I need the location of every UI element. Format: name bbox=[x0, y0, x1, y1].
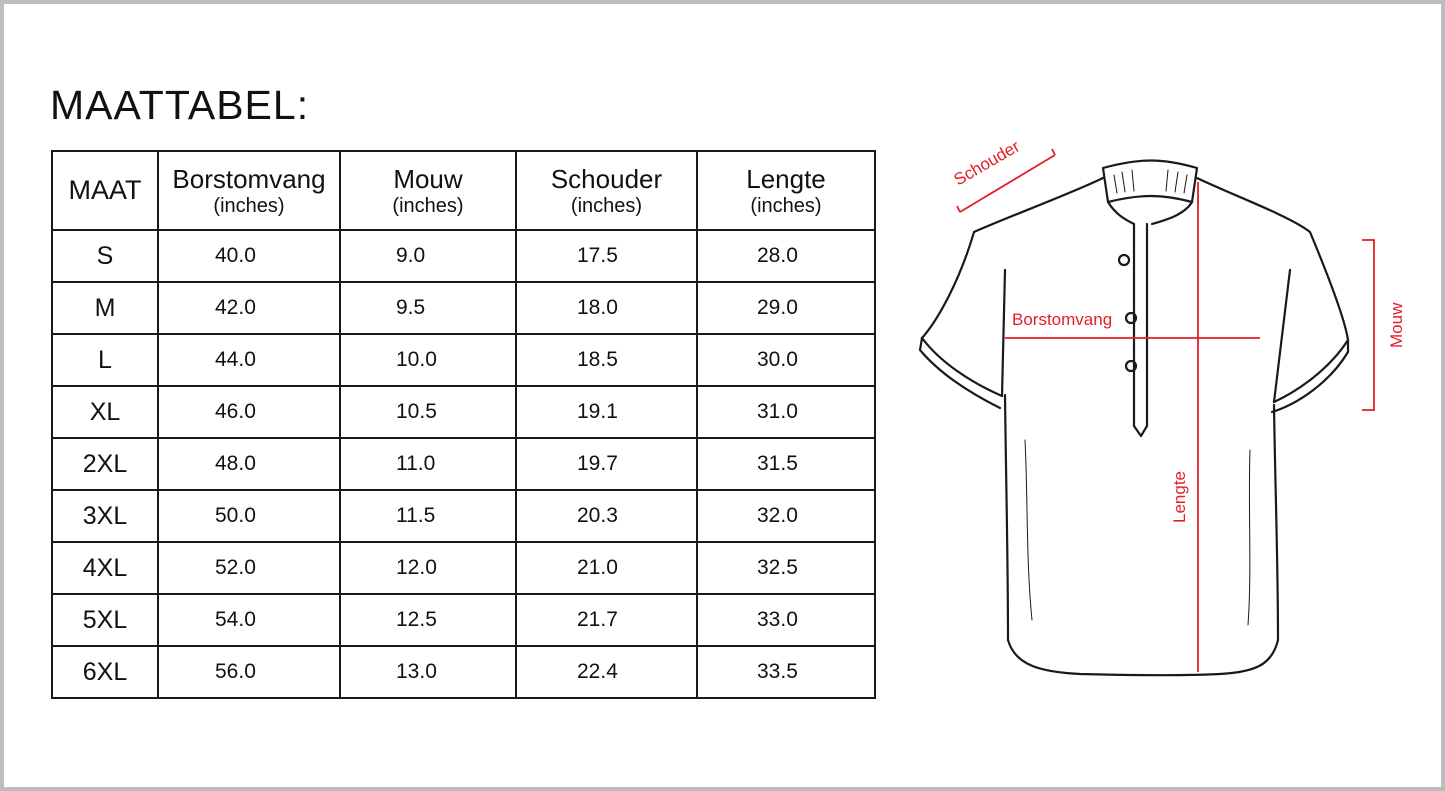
cell-borstomvang: 52.0 bbox=[158, 542, 340, 594]
cell-borstomvang: 42.0 bbox=[158, 282, 340, 334]
cell-mouw: 10.5 bbox=[340, 386, 516, 438]
table-row bbox=[52, 594, 875, 646]
table-row bbox=[52, 230, 875, 282]
cell-mouw: 9.0 bbox=[340, 230, 516, 282]
cell-mouw: 9.5 bbox=[340, 282, 516, 334]
cell-mouw: 12.0 bbox=[340, 542, 516, 594]
cell-maat: 5XL bbox=[52, 594, 158, 646]
cell-lengte: 32.0 bbox=[697, 490, 875, 542]
header-mouw-label: Mouw bbox=[393, 163, 463, 194]
table-row bbox=[52, 490, 875, 542]
header-lengte-label: Lengte bbox=[746, 163, 826, 194]
cell-schouder: 21.0 bbox=[516, 542, 697, 594]
cell-borstomvang: 50.0 bbox=[158, 490, 340, 542]
header-mouw-unit: (inches) bbox=[392, 194, 464, 217]
header-maat-label: MAAT bbox=[68, 175, 142, 205]
cell-lengte: 33.5 bbox=[697, 646, 875, 698]
cell-maat: S bbox=[52, 230, 158, 282]
cell-mouw: 11.0 bbox=[340, 438, 516, 490]
table-header-row bbox=[52, 151, 875, 230]
header-mouw bbox=[340, 151, 516, 230]
cell-lengte: 31.0 bbox=[697, 386, 875, 438]
cell-schouder: 18.0 bbox=[516, 282, 697, 334]
cell-maat: 3XL bbox=[52, 490, 158, 542]
cell-borstomvang: 48.0 bbox=[158, 438, 340, 490]
cell-schouder: 18.5 bbox=[516, 334, 697, 386]
cell-borstomvang: 46.0 bbox=[158, 386, 340, 438]
cell-mouw: 13.0 bbox=[340, 646, 516, 698]
cell-mouw: 12.5 bbox=[340, 594, 516, 646]
shirt-outline bbox=[920, 161, 1348, 676]
table-row bbox=[52, 282, 875, 334]
cell-schouder: 22.4 bbox=[516, 646, 697, 698]
cell-maat: L bbox=[52, 334, 158, 386]
borstomvang-label: Borstomvang bbox=[1012, 310, 1113, 329]
shirt-measurement-diagram bbox=[900, 120, 1406, 700]
page-title: MAATTABEL: bbox=[50, 82, 310, 128]
cell-borstomvang: 56.0 bbox=[158, 646, 340, 698]
cell-maat: 4XL bbox=[52, 542, 158, 594]
header-schouder bbox=[516, 151, 697, 230]
cell-schouder: 19.1 bbox=[516, 386, 697, 438]
header-lengte bbox=[697, 151, 875, 230]
cell-schouder: 19.7 bbox=[516, 438, 697, 490]
cell-borstomvang: 40.0 bbox=[158, 230, 340, 282]
cell-lengte: 30.0 bbox=[697, 334, 875, 386]
size-table bbox=[51, 150, 876, 699]
cell-maat: 2XL bbox=[52, 438, 158, 490]
cell-maat: XL bbox=[52, 386, 158, 438]
header-borstomvang-label: Borstomvang bbox=[172, 163, 326, 194]
table-row bbox=[52, 438, 875, 490]
mouw-label: Mouw bbox=[1387, 302, 1406, 348]
table-row bbox=[52, 542, 875, 594]
cell-lengte: 32.5 bbox=[697, 542, 875, 594]
cell-borstomvang: 54.0 bbox=[158, 594, 340, 646]
schouder-label: Schouder bbox=[950, 136, 1024, 190]
cell-schouder: 17.5 bbox=[516, 230, 697, 282]
mouw-measure-line bbox=[1362, 240, 1374, 410]
cell-borstomvang: 44.0 bbox=[158, 334, 340, 386]
cell-mouw: 10.0 bbox=[340, 334, 516, 386]
cell-lengte: 31.5 bbox=[697, 438, 875, 490]
cell-maat: M bbox=[52, 282, 158, 334]
header-maat bbox=[52, 151, 158, 230]
header-borstomvang-unit: (inches) bbox=[213, 194, 285, 217]
cell-schouder: 20.3 bbox=[516, 490, 697, 542]
header-borstomvang bbox=[158, 151, 340, 230]
shirt-illustration bbox=[900, 120, 1406, 700]
table-row bbox=[52, 646, 875, 698]
lengte-label: Lengte bbox=[1170, 471, 1189, 523]
header-schouder-unit: (inches) bbox=[570, 194, 643, 217]
cell-maat: 6XL bbox=[52, 646, 158, 698]
cell-lengte: 28.0 bbox=[697, 230, 875, 282]
header-schouder-label: Schouder bbox=[550, 163, 663, 194]
measurement-lines bbox=[957, 149, 1374, 672]
header-lengte-unit: (inches) bbox=[750, 194, 822, 217]
table-row bbox=[52, 334, 875, 386]
cell-mouw: 11.5 bbox=[340, 490, 516, 542]
cell-lengte: 29.0 bbox=[697, 282, 875, 334]
cell-lengte: 33.0 bbox=[697, 594, 875, 646]
table-row bbox=[52, 386, 875, 438]
cell-schouder: 21.7 bbox=[516, 594, 697, 646]
